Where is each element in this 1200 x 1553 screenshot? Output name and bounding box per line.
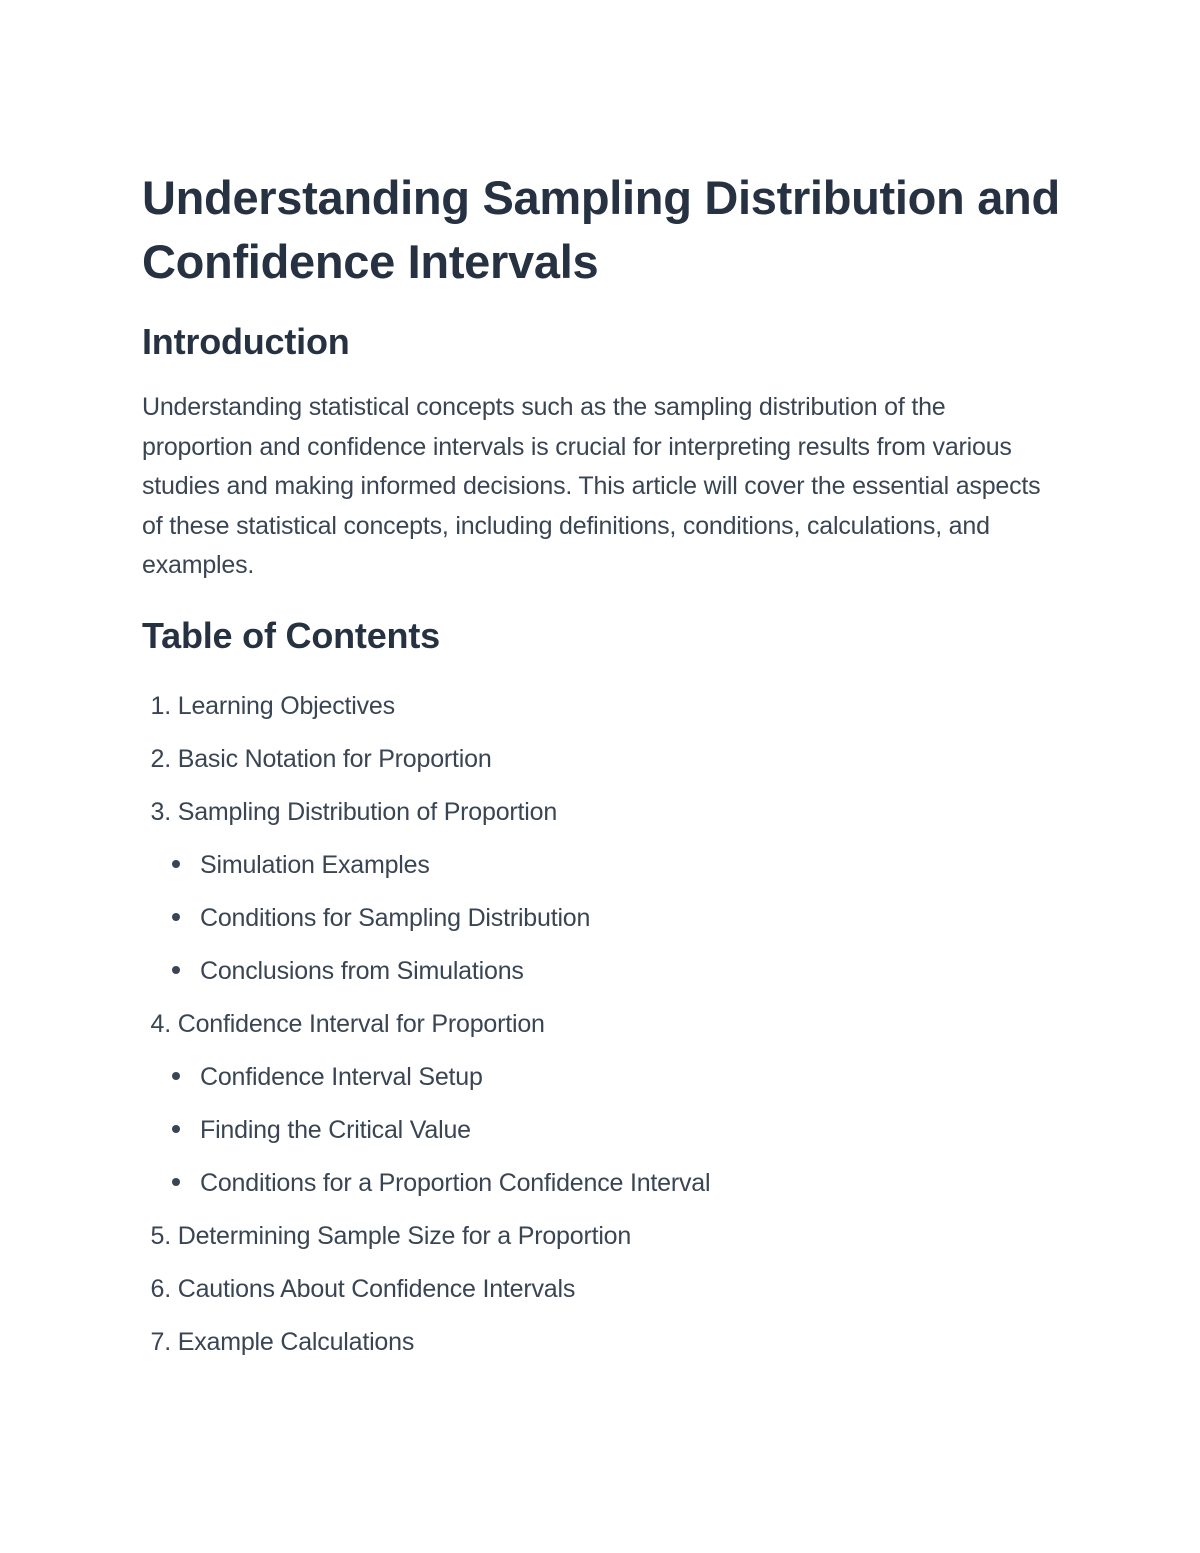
toc-item bbox=[142, 680, 1062, 733]
toc-item-label: Determining Sample Size for a Proportion bbox=[177, 1221, 632, 1250]
toc-subsection-group bbox=[142, 1051, 1062, 1210]
toc-subitem bbox=[142, 1051, 1062, 1104]
introduction-paragraph: Understanding statistical concepts such as the sampling distribution of the proportion and confidence intervals is crucial for interpreting results from various studies and making informed decisions. This article will cover the essential aspects of these statistical concepts, including definitions, conditions, calculations, and examples. bbox=[142, 393, 1041, 579]
bullet-icon bbox=[172, 913, 180, 921]
toc-item-label: Confidence Interval for Proportion bbox=[177, 1009, 545, 1038]
toc-subitem-label: Finding the Critical Value bbox=[200, 1115, 471, 1144]
toc-sublist bbox=[142, 1051, 1062, 1210]
toc-subitem-label: Conclusions from Simulations bbox=[200, 956, 524, 985]
document-page bbox=[142, 166, 1062, 1369]
toc-item-number: 3. bbox=[150, 797, 171, 826]
bullet-icon bbox=[172, 1125, 180, 1133]
toc-item-number: 2. bbox=[150, 744, 171, 773]
toc-subitem-label: Simulation Examples bbox=[200, 850, 430, 879]
toc-item-number: 5. bbox=[150, 1221, 171, 1250]
toc-item bbox=[142, 733, 1062, 786]
toc-item-label: Sampling Distribution of Proportion bbox=[177, 797, 558, 826]
toc-subsection-group bbox=[142, 839, 1062, 998]
toc-subitem bbox=[142, 839, 1062, 892]
toc-subitem bbox=[142, 892, 1062, 945]
bullet-icon bbox=[172, 1072, 180, 1080]
toc-subitem-label: Conditions for Sampling Distribution bbox=[200, 903, 591, 932]
toc-item-label: Cautions About Confidence Intervals bbox=[177, 1274, 576, 1303]
table-of-contents bbox=[142, 680, 1062, 1369]
toc-item-label: Example Calculations bbox=[177, 1327, 415, 1356]
bullet-icon bbox=[172, 1178, 180, 1186]
toc-sublist bbox=[142, 839, 1062, 998]
introduction-heading: Introduction bbox=[142, 321, 350, 362]
page-title: Understanding Sampling Distribution and Confidence Intervals bbox=[142, 171, 1060, 288]
toc-item-label: Basic Notation for Proportion bbox=[177, 744, 492, 773]
bullet-icon bbox=[172, 860, 180, 868]
toc-subitem bbox=[142, 945, 1062, 998]
bullet-icon bbox=[172, 966, 180, 974]
toc-item-number: 1. bbox=[150, 691, 171, 720]
toc-item-number: 6. bbox=[150, 1274, 171, 1303]
toc-subitem bbox=[142, 1104, 1062, 1157]
toc-subitem-label: Conditions for a Proportion Confidence Interval bbox=[200, 1168, 711, 1197]
toc-item-number: 4. bbox=[150, 1009, 171, 1038]
toc-item bbox=[142, 1316, 1062, 1369]
toc-item bbox=[142, 998, 1062, 1051]
toc-item-number: 7. bbox=[150, 1327, 171, 1356]
toc-item bbox=[142, 1263, 1062, 1316]
toc-subitem bbox=[142, 1157, 1062, 1210]
toc-heading: Table of Contents bbox=[142, 614, 440, 656]
toc-item bbox=[142, 786, 1062, 839]
toc-subitem-label: Confidence Interval Setup bbox=[200, 1062, 483, 1091]
toc-item-label: Learning Objectives bbox=[177, 691, 395, 720]
toc-item bbox=[142, 1210, 1062, 1263]
